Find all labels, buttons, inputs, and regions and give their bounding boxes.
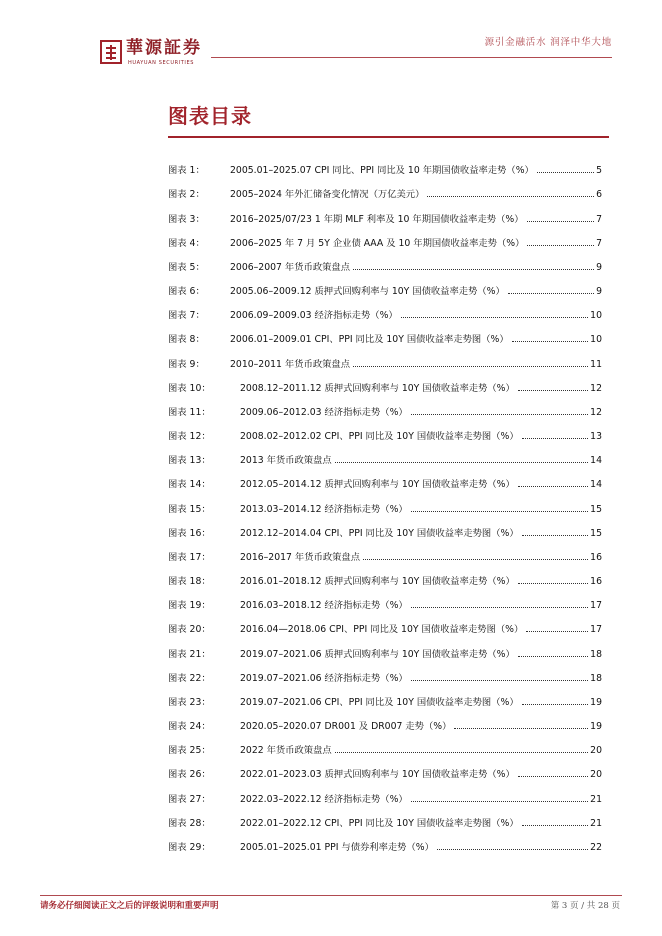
toc-entry-label: 图表 17： <box>168 551 211 563</box>
toc-entry-page: 18 <box>590 672 602 684</box>
toc-dot-leader <box>512 341 589 342</box>
logo-text: 華源証券 <box>126 38 202 58</box>
toc-entry-page: 22 <box>590 841 602 853</box>
toc-list <box>168 152 602 853</box>
toc-entry-label: 图表 24： <box>168 721 211 733</box>
toc-entry-page: 15 <box>590 503 602 515</box>
toc-entry[interactable] <box>168 273 602 297</box>
toc-dot-leader <box>363 559 588 560</box>
toc-entry-page: 13 <box>590 431 602 443</box>
toc-entry[interactable] <box>168 490 602 514</box>
toc-entry-page: 12 <box>590 406 602 418</box>
toc-dot-leader <box>522 535 589 536</box>
toc-entry-title: 2016.04—2018.06 CPI、PPI 同比及 10Y 国债收益率走势图（%） <box>240 624 524 636</box>
toc-dot-leader <box>427 196 594 197</box>
toc-entry-title: 2016–2017 年货币政策盘点 <box>240 551 361 563</box>
toc-entry[interactable] <box>168 345 602 369</box>
toc-entry-label: 图表 7： <box>168 310 205 322</box>
logo-icon <box>100 40 122 64</box>
toc-entry-label: 图表 20： <box>168 624 211 636</box>
toc-entry-label: 图表 12： <box>168 431 211 443</box>
toc-entry[interactable] <box>168 418 602 442</box>
toc-dot-leader <box>527 245 594 246</box>
toc-entry-label: 图表 6： <box>168 286 205 298</box>
toc-entry-title: 2005.01–2025.01 PPI 与债券利率走势（%） <box>240 841 434 853</box>
toc-entry[interactable] <box>168 515 602 539</box>
toc-entry-page: 11 <box>590 358 602 370</box>
toc-entry-label: 图表 2： <box>168 189 205 201</box>
toc-entry-title: 2005–2024 年外汇储备变化情况（万亿美元） <box>230 189 425 201</box>
toc-entry-page: 19 <box>590 696 602 708</box>
toc-dot-leader <box>518 486 588 487</box>
toc-entry[interactable] <box>168 225 602 249</box>
toc-entry[interactable] <box>168 152 602 176</box>
toc-entry-label: 图表 18： <box>168 576 211 588</box>
toc-dot-leader <box>522 704 589 705</box>
toc-entry-title: 2008.12–2011.12 质押式回购利率与 10Y 国债收益率走势（%） <box>240 382 515 394</box>
toc-entry-title: 2010–2011 年货币政策盘点 <box>230 358 351 370</box>
toc-entry-title: 2019.07–2021.06 质押式回购利率与 10Y 国债收益率走势（%） <box>240 648 515 660</box>
toc-dot-leader <box>508 293 594 294</box>
toc-entry-label: 图表 4： <box>168 237 205 249</box>
toc-entry-label: 图表 23： <box>168 696 211 708</box>
header-divider <box>211 57 612 58</box>
toc-entry-label: 图表 11： <box>168 406 211 418</box>
toc-entry-title: 2013 年货币政策盘点 <box>240 455 332 467</box>
toc-entry-title: 2016.01–2018.12 质押式回购利率与 10Y 国债收益率走势（%） <box>240 576 515 588</box>
toc-entry[interactable] <box>168 176 602 200</box>
toc-entry-page: 6 <box>596 189 602 201</box>
toc-dot-leader <box>335 752 588 753</box>
toc-entry-page: 12 <box>590 382 602 394</box>
toc-entry-page: 20 <box>590 769 602 781</box>
toc-entry[interactable] <box>168 635 602 659</box>
toc-entry-label: 图表 1： <box>168 165 205 177</box>
toc-entry-page: 7 <box>596 213 602 225</box>
toc-entry-label: 图表 22： <box>168 672 211 684</box>
toc-entry-title: 2022.03–2022.12 经济指标走势（%） <box>240 793 408 805</box>
toc-entry-title: 2008.02–2012.02 CPI、PPI 同比及 10Y 国债收益率走势图（%） <box>240 431 519 443</box>
toc-entry[interactable] <box>168 684 602 708</box>
toc-dot-leader <box>526 631 588 632</box>
toc-entry[interactable] <box>168 708 602 732</box>
toc-entry-page: 10 <box>590 310 602 322</box>
toc-entry-label: 图表 19： <box>168 600 211 612</box>
toc-entry-label: 图表 13： <box>168 455 211 467</box>
toc-entry[interactable] <box>168 660 602 684</box>
toc-entry-title: 2006.09–2009.03 经济指标走势（%） <box>230 310 398 322</box>
toc-entry-page: 16 <box>590 576 602 588</box>
toc-entry[interactable] <box>168 297 602 321</box>
toc-dot-leader <box>353 366 588 367</box>
toc-entry-label: 图表 8： <box>168 334 205 346</box>
toc-entry-title: 2006–2025 年 7 月 5Y 企业债 AAA 及 10 年期国债收益率走势（%） <box>230 237 525 249</box>
toc-entry[interactable] <box>168 732 602 756</box>
toc-entry-label: 图表 16： <box>168 527 211 539</box>
toc-entry-title: 2022.01–2022.12 CPI、PPI 同比及 10Y 国债收益率走势图（%） <box>240 817 519 829</box>
toc-entry-label: 图表 3： <box>168 213 205 225</box>
toc-entry[interactable] <box>168 563 602 587</box>
toc-entry-page: 16 <box>590 551 602 563</box>
toc-entry-title: 2016.03–2018.12 经济指标走势（%） <box>240 600 408 612</box>
toc-entry-label: 图表 14： <box>168 479 211 491</box>
footer-disclaimer: 请务必仔细阅读正文之后的评级说明和重要声明 <box>40 901 219 911</box>
toc-dot-leader <box>522 825 589 826</box>
toc-entry-label: 图表 15： <box>168 503 211 515</box>
toc-entry-page: 21 <box>590 793 602 805</box>
toc-dot-leader <box>411 680 588 681</box>
toc-entry[interactable] <box>168 829 602 853</box>
toc-dot-leader <box>518 583 588 584</box>
toc-entry-page: 15 <box>590 527 602 539</box>
toc-entry-label: 图表 26： <box>168 769 211 781</box>
toc-dot-leader <box>454 728 588 729</box>
toc-entry[interactable] <box>168 611 602 635</box>
toc-entry-title: 2019.07–2021.06 CPI、PPI 同比及 10Y 国债收益率走势图（%） <box>240 696 519 708</box>
toc-dot-leader <box>522 438 589 439</box>
toc-dot-leader <box>518 776 588 777</box>
toc-dot-leader <box>411 414 588 415</box>
toc-entry[interactable] <box>168 249 602 273</box>
toc-dot-leader <box>411 607 588 608</box>
toc-entry[interactable] <box>168 756 602 780</box>
toc-dot-leader <box>437 849 588 850</box>
toc-entry-page: 18 <box>590 648 602 660</box>
toc-entry[interactable] <box>168 370 602 394</box>
footer-page-number: 第 3 页 / 共 28 页 <box>550 901 620 911</box>
toc-entry-page: 20 <box>590 745 602 757</box>
toc-entry-title: 2006.01–2009.01 CPI、PPI 同比及 10Y 国债收益率走势图（%） <box>230 334 509 346</box>
toc-dot-leader <box>335 462 588 463</box>
toc-entry-title: 2009.06–2012.03 经济指标走势（%） <box>240 406 408 418</box>
toc-entry-page: 17 <box>590 624 602 636</box>
toc-entry[interactable] <box>168 539 602 563</box>
toc-entry-title: 2005.01–2025.07 CPI 同比、PPI 同比及 10 年期国债收益率走势（%） <box>230 165 534 177</box>
toc-entry-title: 2005.06–2009.12 质押式回购利率与 10Y 国债收益率走势（%） <box>230 286 505 298</box>
toc-entry[interactable] <box>168 780 602 804</box>
toc-dot-leader <box>411 511 588 512</box>
title-divider <box>168 136 609 138</box>
toc-entry-page: 7 <box>596 237 602 249</box>
toc-entry-label: 图表 10： <box>168 382 211 394</box>
toc-entry[interactable] <box>168 442 602 466</box>
toc-dot-leader <box>411 801 588 802</box>
page-header <box>0 0 662 80</box>
toc-dot-leader <box>518 390 588 391</box>
toc-dot-leader <box>353 269 594 270</box>
toc-entry-label: 图表 5： <box>168 261 205 273</box>
toc-entry-label: 图表 29： <box>168 841 211 853</box>
toc-entry-title: 2019.07–2021.06 经济指标走势（%） <box>240 672 408 684</box>
toc-entry-page: 10 <box>590 334 602 346</box>
toc-entry[interactable] <box>168 587 602 611</box>
header-slogan: 源引金融活水 润泽中华大地 <box>484 37 612 48</box>
page-title: 图表目录 <box>168 104 252 128</box>
toc-entry-title: 2022 年货币政策盘点 <box>240 745 332 757</box>
footer-divider <box>40 895 622 896</box>
toc-entry-label: 图表 21： <box>168 648 211 660</box>
toc-entry-label: 图表 25： <box>168 745 211 757</box>
toc-dot-leader <box>537 172 594 173</box>
logo-english: HUAYUAN SECURITIES <box>128 60 195 66</box>
toc-entry-label: 图表 27： <box>168 793 211 805</box>
toc-entry-title: 2022.01–2023.03 质押式回购利率与 10Y 国债收益率走势（%） <box>240 769 515 781</box>
toc-dot-leader <box>401 317 588 318</box>
toc-entry-page: 14 <box>590 479 602 491</box>
toc-entry[interactable] <box>168 805 602 829</box>
toc-entry-title: 2006–2007 年货币政策盘点 <box>230 261 351 273</box>
toc-entry-title: 2013.03–2014.12 经济指标走势（%） <box>240 503 408 515</box>
toc-entry-page: 5 <box>596 165 602 177</box>
toc-entry-page: 17 <box>590 600 602 612</box>
toc-entry-page: 14 <box>590 455 602 467</box>
toc-dot-leader <box>527 221 595 222</box>
toc-entry-page: 9 <box>596 261 602 273</box>
toc-entry-title: 2016–2025/07/23 1 年期 MLF 利率及 10 年期国债收益率走势（%） <box>230 213 524 225</box>
toc-entry-title: 2020.05–2020.07 DR001 及 DR007 走势（%） <box>240 721 452 733</box>
toc-entry-label: 图表 9： <box>168 358 205 370</box>
toc-entry-label: 图表 28： <box>168 817 211 829</box>
toc-entry-page: 21 <box>590 817 602 829</box>
toc-entry[interactable] <box>168 321 602 345</box>
toc-entry-title: 2012.05–2014.12 质押式回购利率与 10Y 国债收益率走势（%） <box>240 479 515 491</box>
toc-entry-title: 2012.12–2014.04 CPI、PPI 同比及 10Y 国债收益率走势图（%） <box>240 527 519 539</box>
toc-entry[interactable] <box>168 200 602 224</box>
toc-entry[interactable] <box>168 466 602 490</box>
toc-entry[interactable] <box>168 394 602 418</box>
toc-dot-leader <box>518 656 588 657</box>
toc-entry-page: 9 <box>596 286 602 298</box>
toc-entry-page: 19 <box>590 721 602 733</box>
